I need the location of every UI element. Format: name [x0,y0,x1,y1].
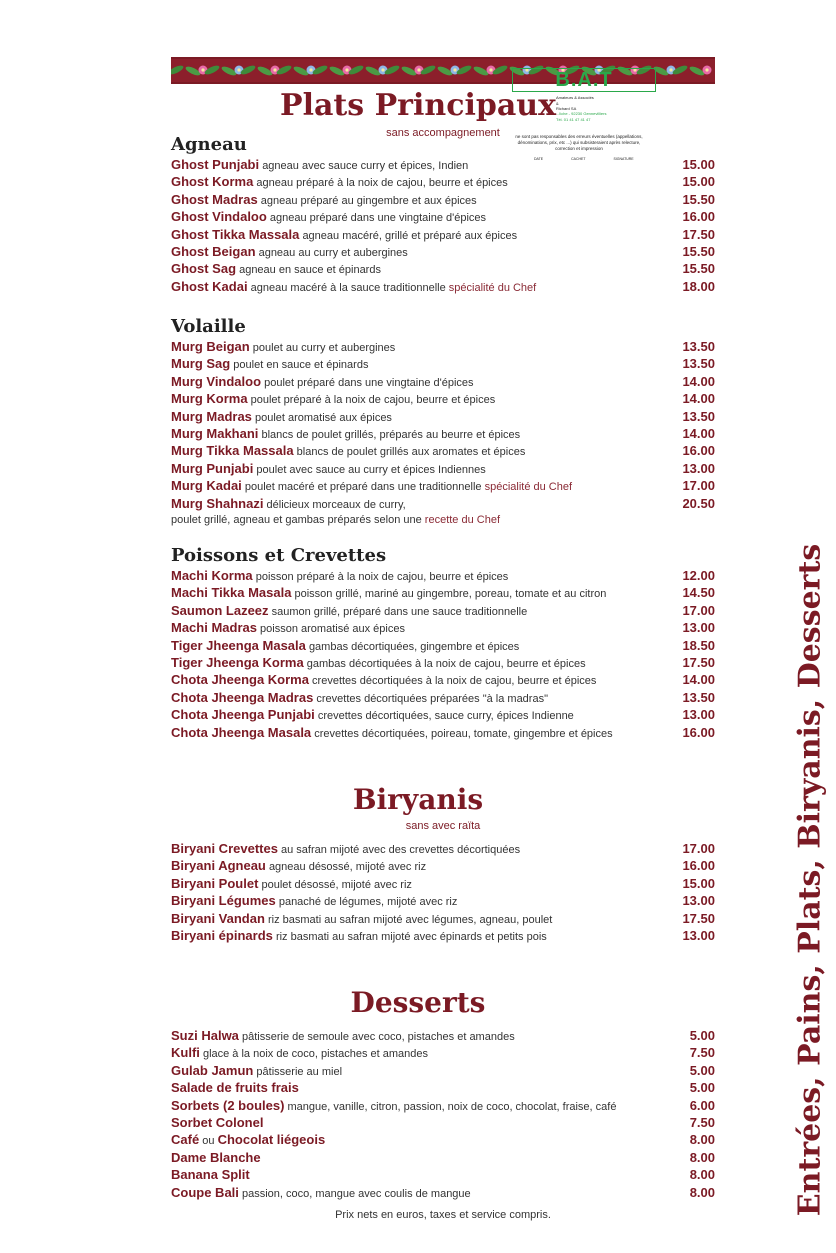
dish-price: 17.50 [682,226,715,242]
dish-description: agneau au curry et aubergines [258,247,408,259]
menu-item [171,442,715,459]
dish-name: Murg Vindaloo [171,373,262,389]
dish-name: Biryani Crevettes [171,841,278,856]
dish-description: panaché de légumes, mijoté avec riz [278,896,458,909]
dish-price: 13.50 [682,339,715,354]
dish-description: gambas décortiquées à la noix de cajou, beurre et épices [306,658,586,670]
menu-item [171,1044,715,1061]
dish-name: Ghost Punjabi [171,157,260,172]
dish-description: poulet en sauce et épinards [233,359,369,372]
dish-price: 15.50 [682,244,715,259]
dish-description: crevettes décortiquées à la noix de cajou, beurre et épices [312,675,597,688]
menu-item [171,654,715,671]
dish-name: Chota Jheenga Punjabi [171,707,315,723]
dish-price: 17.00 [682,478,715,494]
menu-item [171,1027,715,1044]
menu-item [171,373,715,390]
dish-price: 13.00 [682,893,715,909]
dish-description: au safran mijoté avec des crevettes décortiquées [281,844,521,856]
dish-price: 14.00 [682,426,715,441]
dish-description: poisson grillé, mariné au gingembre, poreau, tomate et au citron [294,588,607,601]
menu-item [171,1131,715,1148]
dish-name: Murg Shahnazi [171,495,264,511]
dish-name: Salade de fruits frais [171,1080,299,1096]
dish-name: Ghost Beigan [171,244,256,259]
stamp-disclaimer: ne sont pas responsables des erreurs éventuelles (appellations, dénominations, prix, etc ...) qui subsisteraient après relecture, correction et impression [515,134,643,151]
dish-name: Ghost Madras [171,191,258,207]
dish-price: 14.50 [682,585,715,601]
dish-name: Machi Korma [171,568,253,583]
dish-name: Ghost Tikka Massala [171,226,300,242]
menu-item [171,460,715,477]
menu-item [171,226,715,243]
dish-price: 13.00 [682,707,715,723]
dish-price: 7.50 [689,1045,715,1061]
dish-description: poisson préparé à la noix de cajou, beurre et épices [255,571,509,583]
dish-name: Ghost Kadai [171,278,248,294]
menu-item [171,1062,715,1079]
dish-name: Murg Korma [171,391,248,407]
dish-description: agneau préparé au gingembre et aux épices [260,194,477,207]
dish-name: Sorbets (2 boules) [171,1097,285,1113]
menu-item [171,637,715,654]
dish-name: Saumon Lazeez [171,602,269,618]
dish-price: 6.00 [689,1097,715,1113]
stamp-line: ...liche - 92230 Gennevilliers [556,111,607,116]
dish-price: 7.50 [689,1115,715,1130]
dish-description: poulet macéré et préparé dans une traditionnelle [244,481,482,494]
dish-name: Banana Split [171,1167,250,1183]
dish-price: 5.00 [689,1062,715,1078]
dish-price: 15.00 [682,875,715,891]
dish-description: agneau préparé dans une vingtaine d'épices [269,212,487,225]
dish-description: poulet désossé, mijoté avec riz [261,878,412,891]
dish-price: 18.00 [682,278,715,294]
dish-name: Chota Jheenga Korma [171,672,309,688]
dish-price: 13.00 [682,460,715,476]
menu-item [171,857,715,874]
dish-description: riz basmati au safran mijoté avec légumes, agneau, poulet [267,913,553,926]
dish-price: 8.00 [689,1132,715,1148]
menu-item [171,191,715,208]
menu-item [171,892,715,909]
dish-description: poulet préparé à la noix de cajou, beurre et épices [250,394,496,407]
dish-name: Dame Blanche [171,1149,261,1165]
dish-description: poulet aromatisé aux épices [254,411,392,424]
page-title: Plats Principaux [280,88,556,123]
menu-item [171,425,715,442]
menu-item [171,910,715,927]
dish-name: Biryani Légumes [171,893,276,909]
dish-price: 15.50 [682,191,715,207]
dish-description: pâtisserie de semoule avec coco, pistaches et amandes [241,1031,515,1043]
dish-name: Ghost Sag [171,261,237,277]
dish-price: 13.50 [682,356,715,372]
menu-item [171,724,715,741]
dish-name: Chota Jheenga Madras [171,689,314,705]
dish-description: agneau en sauce et épinards [239,264,381,277]
dish-description: agneau macéré, grillé et préparé aux épices [302,229,518,242]
dish-name: Gulab Jamun [171,1062,254,1078]
dish-description: blancs de poulet grillés aux aromates et épices [296,446,526,459]
menu-item [171,584,715,601]
menu-item [171,567,715,584]
biryanis-title: Biryanis [352,783,484,816]
dish-name: Murg Sag [171,356,231,372]
dish-description: agneau macéré à la sauce traditionnelle [250,281,446,294]
stamp-line: & [556,101,559,106]
chef-specialty-label: spécialité du Chef [484,481,573,494]
menu-item [171,208,715,225]
dish-price: 15.50 [682,261,715,277]
dish-description: agneau avec sauce curry et épices, Indien [262,160,469,172]
dish-description: crevettes décortiquées, sauce curry, épices Indienne [317,710,574,723]
menu-item [171,338,715,355]
menu-item [171,927,715,944]
dish-price: 17.00 [682,841,715,856]
menu-item [171,1079,715,1096]
dish-name: Murg Tikka Massala [171,443,294,459]
section-title-volaille: Volaille [171,316,246,337]
price-note: Prix nets en euros, taxes et service compris. [335,1209,551,1221]
dish-name: Kulfi [171,1045,200,1061]
dish-name: Murg Beigan [171,339,250,354]
dish-description: poulet préparé dans une vingtaine d'épices [264,376,474,389]
dish-price: 13.00 [682,620,715,636]
dish-description: pâtisserie au miel [256,1065,343,1078]
biryanis-subtitle: sans avec raïta [405,820,481,832]
dish-description: blancs de poulet grillés, préparés au beurre et épices [261,429,521,441]
dish-price: 8.00 [689,1167,715,1183]
menu-item [171,1166,715,1183]
dish-description: poulet au curry et aubergines [252,342,396,354]
dish-price: 12.00 [682,568,715,583]
dish-name: Machi Tikka Masala [171,585,292,601]
dish-name: Murg Makhani [171,426,259,441]
dish-name: Tiger Jheenga Masala [171,637,306,653]
dish-name: Coupe Bali [171,1184,239,1200]
menu-item [171,671,715,688]
dish-name: Café [171,1132,200,1148]
dish-price: 8.00 [689,1149,715,1165]
dish-price: 20.50 [682,495,715,511]
dish-price: 15.00 [682,157,715,172]
menu-item [171,173,715,190]
dish-price: 16.00 [682,858,715,874]
dish-description: poulet grillé, agneau et gambas préparés selon une [171,513,422,526]
menu-item [171,1114,715,1131]
dish-name: Ghost Vindaloo [171,209,267,225]
dish-description: riz basmati au safran mijoté avec épinards et petits pois [275,931,547,943]
dish-price: 16.00 [682,209,715,225]
menu-item [171,1097,715,1114]
dish-price: 18.50 [682,637,715,653]
menu-item [171,495,715,529]
dish-price: 13.50 [682,689,715,705]
menu-item [171,706,715,723]
menu-item [171,243,715,260]
menu-item [171,875,715,892]
dish-price: 17.50 [682,655,715,670]
menu-item [171,408,715,425]
dish-description-line2 [171,513,715,527]
menu-item [171,840,715,857]
stamp-col-signature: SIGNATURE [613,157,634,161]
dish-price: 13.50 [682,408,715,424]
dish-name: Machi Madras [171,620,257,636]
dish-name: Suzi Halwa [171,1028,239,1043]
menu-item [171,278,715,295]
stamp-col-cachet: CACHET [571,157,586,161]
dish-price: 14.00 [682,391,715,407]
dish-name: Murg Punjabi [171,460,254,476]
dish-description: gambas décortiquées, gingembre et épices [308,640,520,653]
dish-name: Murg Madras [171,408,252,424]
dish-price: 17.00 [682,602,715,618]
dish-name: Chota Jheenga Masala [171,724,312,740]
dish-description: agneau préparé à la noix de cajou, beurre et épices [256,177,508,190]
dish-description: saumon grillé, préparé dans une sauce traditionnelle [271,605,528,618]
dish-price: 13.00 [682,928,715,943]
section-title-poissons: Poissons et Crevettes [171,545,387,566]
section-title-agneau: Agneau [171,134,247,155]
dish-name: Ghost Korma [171,174,254,190]
dish-price: 5.00 [689,1080,715,1096]
menu-item [171,1149,715,1166]
menu-item [171,602,715,619]
menu-item [171,390,715,407]
dish-description: crevettes décortiquées, poireau, tomate, gingembre et épices [314,727,613,740]
chef-specialty-label: spécialité du Chef [448,281,537,294]
dish-price: 5.00 [689,1028,715,1043]
menu-item [171,260,715,277]
dish-name: Chocolat liégeois [217,1132,326,1148]
dish-description: glace à la noix de coco, pistaches et amandes [202,1048,428,1061]
menu-item [171,619,715,636]
dish-price: 14.00 [682,672,715,688]
dish-description: poisson aromatisé aux épices [260,623,405,636]
dish-price: 17.50 [682,910,715,926]
chef-recipe-label: recette du Chef [424,513,501,526]
dish-price: 15.00 [682,174,715,190]
dish-description: délicieux morceaux de curry, [266,498,406,511]
desserts-title: Desserts [350,986,486,1019]
dish-name: Biryani Agneau [171,858,266,874]
dish-price: 8.00 [689,1184,715,1200]
dish-price: 14.00 [682,373,715,389]
dish-description: ou [202,1135,215,1148]
dish-description: passion, coco, mangue avec coulis de mangue [241,1187,471,1200]
dish-description: poulet avec sauce au curry et épices Indiennes [256,463,486,476]
dish-description: crevettes décortiquées préparées "à la madras" [316,692,548,705]
menu-item [171,477,715,494]
stamp-line: Richard SA [556,106,577,111]
dish-name: Biryani Vandan [171,910,265,926]
stamp-logo: B.A.T [512,68,656,92]
dish-name: Sorbet Colonel [171,1115,264,1130]
dish-description: mangue, vanille, citron, passion, noix de coco, chocolat, fraise, café [287,1100,617,1113]
dish-name: Tiger Jheenga Korma [171,655,304,670]
menu-item [171,1184,715,1201]
dish-price: 16.00 [682,724,715,740]
menu-item [171,689,715,706]
dish-price: 16.00 [682,443,715,459]
dish-name: Biryani épinards [171,928,273,943]
menu-item [171,355,715,372]
dish-name: Biryani Poulet [171,875,259,891]
stamp-col-date: DATE [534,157,544,161]
side-vertical-title: Entrées, Pains, Plats, Biryanis, Desserts [792,543,828,1217]
dish-name: Murg Kadai [171,478,242,494]
page-subtitle: sans accompagnement [386,127,500,139]
stamp-line: Amateurs & Associés [556,95,594,100]
menu-item [171,156,715,173]
stamp-line: Tél. 01 41 47 41 47 [556,117,591,122]
dish-description: agneau désossé, mijoté avec riz [268,861,427,874]
